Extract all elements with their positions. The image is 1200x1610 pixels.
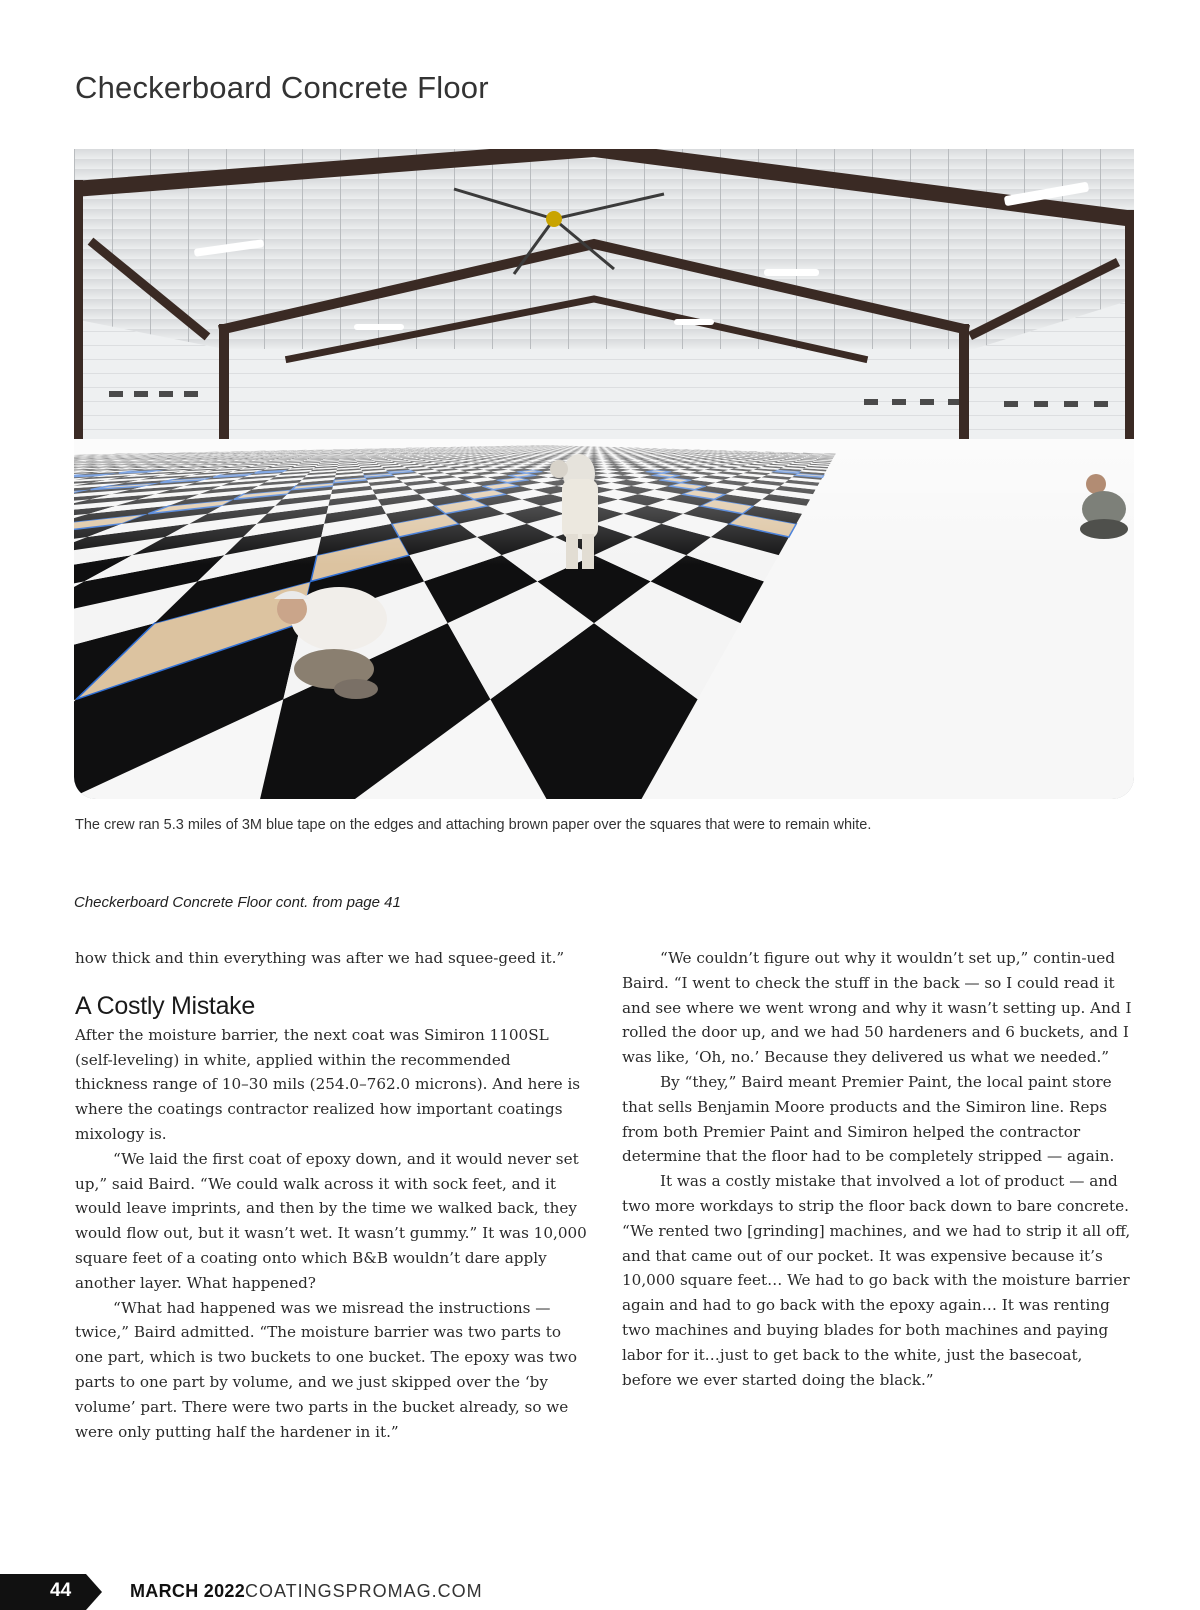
paragraph: It was a costly mistake that involved a lot of product — and two more workdays to strip the floor back down to bare concrete. “We rented two [grinding] machines, and we had to strip it all off, and that came out of our pocket. It was expensive because it’s 10,000 square feet… We had to go back with the moisture barrier again and had to go back with the epoxy again… It was renting two machines and buying blades for both machines and paying labor for it…just to get back to the white, just the basecoat, before we ever started doing the black.” xyxy=(622,1169,1134,1392)
subhead: A Costly Mistake xyxy=(75,991,587,1021)
photo-caption: The crew ran 5.3 miles of 3M blue tape on the edges and attaching brown paper over the squares that were to remain white. xyxy=(75,817,871,833)
paragraph: By “they,” Baird meant Premier Paint, the local paint store that sells Benjamin Moore products and the Simiron line. Reps from both Premier Paint and Simiron helped the contractor determine that the floor had to be completely stripped — again. xyxy=(622,1070,1134,1169)
continuation-note: Checkerboard Concrete Floor cont. from page 41 xyxy=(74,894,401,911)
article-column-left xyxy=(75,946,587,1444)
article-column-right xyxy=(622,946,1134,1392)
paragraph: how thick and thin everything was after we had squee-geed it.” xyxy=(75,946,587,971)
section-title: Checkerboard Concrete Floor xyxy=(75,70,489,106)
hangar-floor-photo xyxy=(74,149,1134,799)
issue-date: MARCH 2022 xyxy=(130,1581,245,1602)
paragraph: “What had happened was we misread the instructions — twice,” Baird admitted. “The moisture barrier was two parts to one part, which is two buckets to one bucket. The epoxy was two parts to one part by volume, and we just skipped over the ‘by volume’ part. There were two parts in the bucket already, so we were only putting half the hardener in it.” xyxy=(75,1296,587,1445)
paragraph: After the moisture barrier, the next coat was Simiron 1100SL (self-leveling) in white, applied within the recommended thickness range of 10–30 mils (254.0–762.0 microns). And here is where the coatings contractor realized how important coatings mixology is. xyxy=(75,1023,587,1147)
website: COATINGSPROMAG.COM xyxy=(245,1581,483,1602)
paragraph: “We couldn’t figure out why it wouldn’t set up,” contin-ued Baird. “I went to check the stuff in the back — so I could read it and see where we went wrong and why it wasn’t setting up. And I rolled the door up, and we had 50 hardeners and 6 buckets, and I was like, ‘Oh, no.’ Because they delivered us what we needed.” xyxy=(622,946,1134,1070)
page-number: 44 xyxy=(50,1580,71,1602)
paragraph: “We laid the first coat of epoxy down, and it would never set up,” said Baird. “We could walk across it with sock feet, and it would leave imprints, and then by the time we walked back, they would flow out, but it wasn’t wet. It wasn’t gummy.” It was 10,000 square feet of a coating onto which B&B wouldn’t dare apply another layer. What happened? xyxy=(75,1147,587,1296)
